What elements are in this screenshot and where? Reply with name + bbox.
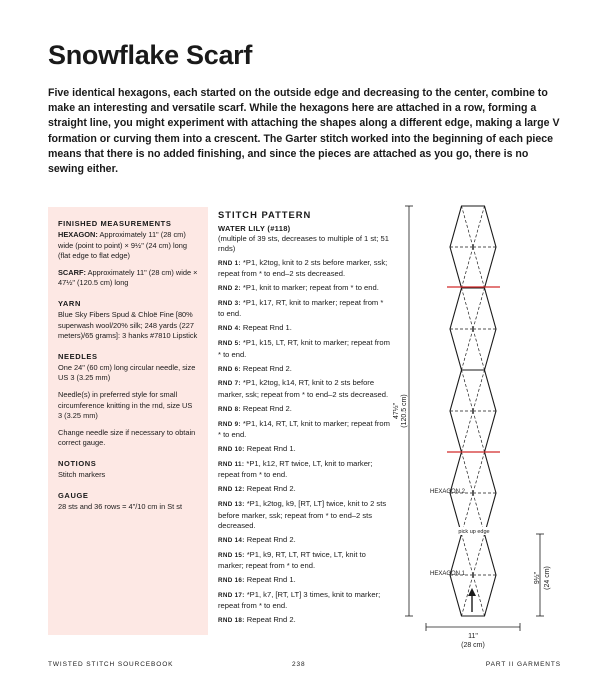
round-text: *P1, k14, RT, LT, knit to marker; repeat from * to end. bbox=[218, 418, 390, 440]
round-label: RND 18: bbox=[218, 617, 245, 625]
round-row bbox=[218, 550, 390, 572]
hexagon-dashed-spoke bbox=[462, 534, 474, 575]
round-text: Repeat Rnd 2. bbox=[246, 615, 296, 625]
round-text: *P1, k15, LT, RT, knit to marker; repeat from * to end. bbox=[218, 338, 390, 359]
needles-text-2: Needle(s) in preferred style for small circumference knitting in the rnd, size US 3 (3.25 mm) bbox=[58, 389, 193, 421]
round-label: RND 8: bbox=[218, 405, 241, 413]
stitch-pattern-subheading: WATER LILY (#118) bbox=[218, 224, 291, 233]
round-text: *P1, k12, RT twice, LT, knit to marker; repeat from * to end. bbox=[218, 458, 373, 480]
yarn-heading: YARN bbox=[58, 298, 81, 308]
round-label: RND 4: bbox=[218, 325, 241, 333]
hexagon-group bbox=[450, 206, 496, 616]
hexagon-dashed-spoke bbox=[462, 288, 474, 329]
round-label: RND 13: bbox=[218, 501, 245, 509]
length-in-label: 47½" bbox=[393, 402, 400, 420]
round-row bbox=[218, 338, 390, 360]
hexagon-dashed-spoke bbox=[462, 206, 474, 247]
round-label: RND 7: bbox=[218, 380, 241, 388]
gauge-heading: GAUGE bbox=[58, 490, 89, 500]
round-row bbox=[218, 615, 390, 626]
round-label: RND 14: bbox=[218, 536, 245, 544]
round-label: RND 3: bbox=[218, 300, 241, 308]
round-text: Repeat Rnd 1. bbox=[246, 444, 296, 453]
needles-heading: NEEDLES bbox=[58, 351, 98, 361]
intro-paragraph: Five identical hexagons, each started on the outside edge and decreasing to the center, combine to make an interesting and versatile scarf. While the hexagons here are attached in a row, forming a straight line, you might experiment with attaching the shapes along a different edge, making a large V formation or curving them into a crescent. The Garter stitch worked into the beginning of each piece means that there is no added finishing, and since the pieces are attached as you go, there is no sewing either. bbox=[48, 87, 560, 176]
round-text: Repeat Rnd 2. bbox=[242, 363, 292, 373]
hexagon-dashed-spoke bbox=[473, 370, 485, 411]
hexagon-dashed-spoke bbox=[473, 288, 485, 329]
round-text: *P1, k2tog, knit to 2 sts before marker, ssk; repeat from * to end–2 sts decreased. bbox=[218, 257, 388, 279]
pickup-edge-label: pick up edge bbox=[458, 529, 490, 535]
round-label: RND 15: bbox=[218, 551, 245, 559]
hexagon-1-label: HEXAGON 1 bbox=[430, 571, 466, 577]
round-row bbox=[218, 298, 390, 320]
notions-heading: NOTIONS bbox=[58, 458, 97, 468]
hex-length-in-label: 9½" bbox=[534, 571, 541, 585]
round-row bbox=[218, 575, 390, 586]
needles-section bbox=[58, 352, 198, 449]
stitch-pattern-heading: STITCH PATTERN bbox=[218, 209, 312, 220]
round-row bbox=[218, 419, 390, 441]
hexagon-dashed-spoke bbox=[462, 247, 474, 288]
finished-measurements-section bbox=[58, 219, 198, 289]
hexagon-measurement bbox=[58, 230, 198, 262]
width-in-label: 11" bbox=[468, 633, 478, 640]
round-label: RND 5: bbox=[218, 340, 241, 348]
round-text: Repeat Rnd 2. bbox=[246, 484, 296, 494]
hexagon-dashed-spoke bbox=[473, 452, 485, 493]
hexagon-dashed-spoke bbox=[473, 247, 485, 288]
hex-length-cm-label: (24 cm) bbox=[544, 566, 551, 590]
round-text: Repeat Rnd 1. bbox=[246, 575, 296, 585]
round-label: RND 6: bbox=[218, 365, 241, 373]
round-label: RND 16: bbox=[218, 577, 245, 585]
round-row bbox=[218, 258, 390, 280]
round-label: RND 1: bbox=[218, 259, 241, 267]
round-row bbox=[218, 364, 390, 375]
finished-measurements-heading: FINISHED MEASUREMENTS bbox=[58, 219, 172, 228]
round-label: RND 11: bbox=[218, 460, 245, 468]
page-title: Snowflake Scarf bbox=[48, 40, 253, 70]
round-row bbox=[218, 535, 390, 546]
gauge-text: 28 sts and 36 rows = 4"/10 cm in St st bbox=[58, 501, 183, 511]
hexagon-dashed-spoke bbox=[462, 370, 474, 411]
round-label: RND 10: bbox=[218, 446, 245, 453]
round-text: *P1, k9, RT, LT, RT twice, LT, knit to marker; repeat from * to end. bbox=[218, 549, 366, 571]
round-text: *P1, knit to marker; repeat from * to end. bbox=[242, 283, 379, 293]
round-row bbox=[218, 378, 390, 400]
hexagon-label: HEXAGON: bbox=[58, 230, 98, 239]
hexagon-dashed-spoke bbox=[473, 206, 485, 247]
round-label: RND 12: bbox=[218, 486, 245, 494]
round-text: *P1, k7, [RT, LT] 3 times, knit to marker; repeat from * to end. bbox=[218, 589, 381, 611]
rounds-list bbox=[218, 258, 390, 627]
round-text: Repeat Rnd 1. bbox=[242, 323, 292, 333]
needles-text-3: Change needle size if necessary to obtain correct gauge. bbox=[58, 427, 196, 448]
round-row bbox=[218, 499, 390, 531]
gauge-section bbox=[58, 491, 198, 513]
round-text: *P1, k2tog, k14, RT, knit to 2 sts before marker, ssk; repeat from * to end–2 sts decreased. bbox=[218, 378, 389, 399]
hexagon-dashed-spoke bbox=[462, 452, 474, 493]
direction-arrowhead bbox=[468, 588, 476, 596]
round-text: Repeat Rnd 2. bbox=[246, 534, 296, 544]
scarf-label: SCARF: bbox=[58, 267, 86, 277]
scarf-schematic bbox=[392, 200, 562, 652]
materials-sidebar bbox=[48, 207, 208, 635]
round-row bbox=[218, 404, 390, 415]
yarn-text: Blue Sky Fibers Spud & Chloë Fine [80% superwash wool/20% silk; 248 yards (227 meters)/65 grams]: 3 hanks #7810 Lipstick bbox=[58, 309, 198, 341]
length-cm-label: (120.5 cm) bbox=[401, 394, 408, 428]
round-row bbox=[218, 444, 390, 455]
round-label: RND 9: bbox=[218, 420, 241, 428]
hexagon-dashed-spoke bbox=[473, 411, 485, 452]
round-text: *P1, k2tog, k9, [RT, LT] twice, knit to 2 sts before marker, ssk; repeat from * to end–2 sts decreased. bbox=[218, 499, 387, 530]
notions-text: Stitch markers bbox=[58, 469, 106, 479]
scarf-measurement bbox=[58, 268, 198, 289]
scarf-text: Approximately 11" (28 cm) wide × 47½" (120.5 cm) long bbox=[58, 267, 198, 288]
footer-page-number: 238 bbox=[292, 661, 306, 668]
round-row bbox=[218, 459, 390, 481]
round-row bbox=[218, 323, 390, 334]
hexagon-text: Approximately 11" (28 cm) wide (point to point) × 9½" (24 cm) long (flat edge to flat edge) bbox=[58, 230, 187, 261]
round-row bbox=[218, 590, 390, 612]
stitch-pattern-note: (multiple of 39 sts, decreases to multiple of 1 st; 51 rnds) bbox=[218, 234, 389, 254]
width-cm-label: (28 cm) bbox=[461, 642, 485, 649]
hexagon-dashed-spoke bbox=[462, 411, 474, 452]
hexagon-2-label: HEXAGON 2 bbox=[430, 489, 466, 495]
round-label: RND 2: bbox=[218, 285, 241, 293]
needles-text-1: One 24" (60 cm) long circular needle, size US 3 (3.25 mm) bbox=[58, 362, 196, 383]
round-text: *P1, k17, RT, knit to marker; repeat from * to end. bbox=[218, 298, 384, 319]
hexagon-dashed-spoke bbox=[462, 329, 474, 370]
hexagon-dashed-spoke bbox=[473, 534, 485, 575]
notions-section bbox=[58, 459, 198, 481]
hexagon-dashed-spoke bbox=[473, 329, 485, 370]
round-row bbox=[218, 484, 390, 495]
round-text: Repeat Rnd 2. bbox=[242, 403, 292, 413]
stitch-pattern bbox=[218, 209, 390, 630]
footer-section: PART II GARMENTS bbox=[485, 661, 561, 668]
yarn-section bbox=[58, 299, 198, 342]
round-label: RND 17: bbox=[218, 591, 245, 599]
footer-book-title: TWISTED STITCH SOURCEBOOK bbox=[48, 661, 174, 668]
round-row bbox=[218, 283, 390, 294]
